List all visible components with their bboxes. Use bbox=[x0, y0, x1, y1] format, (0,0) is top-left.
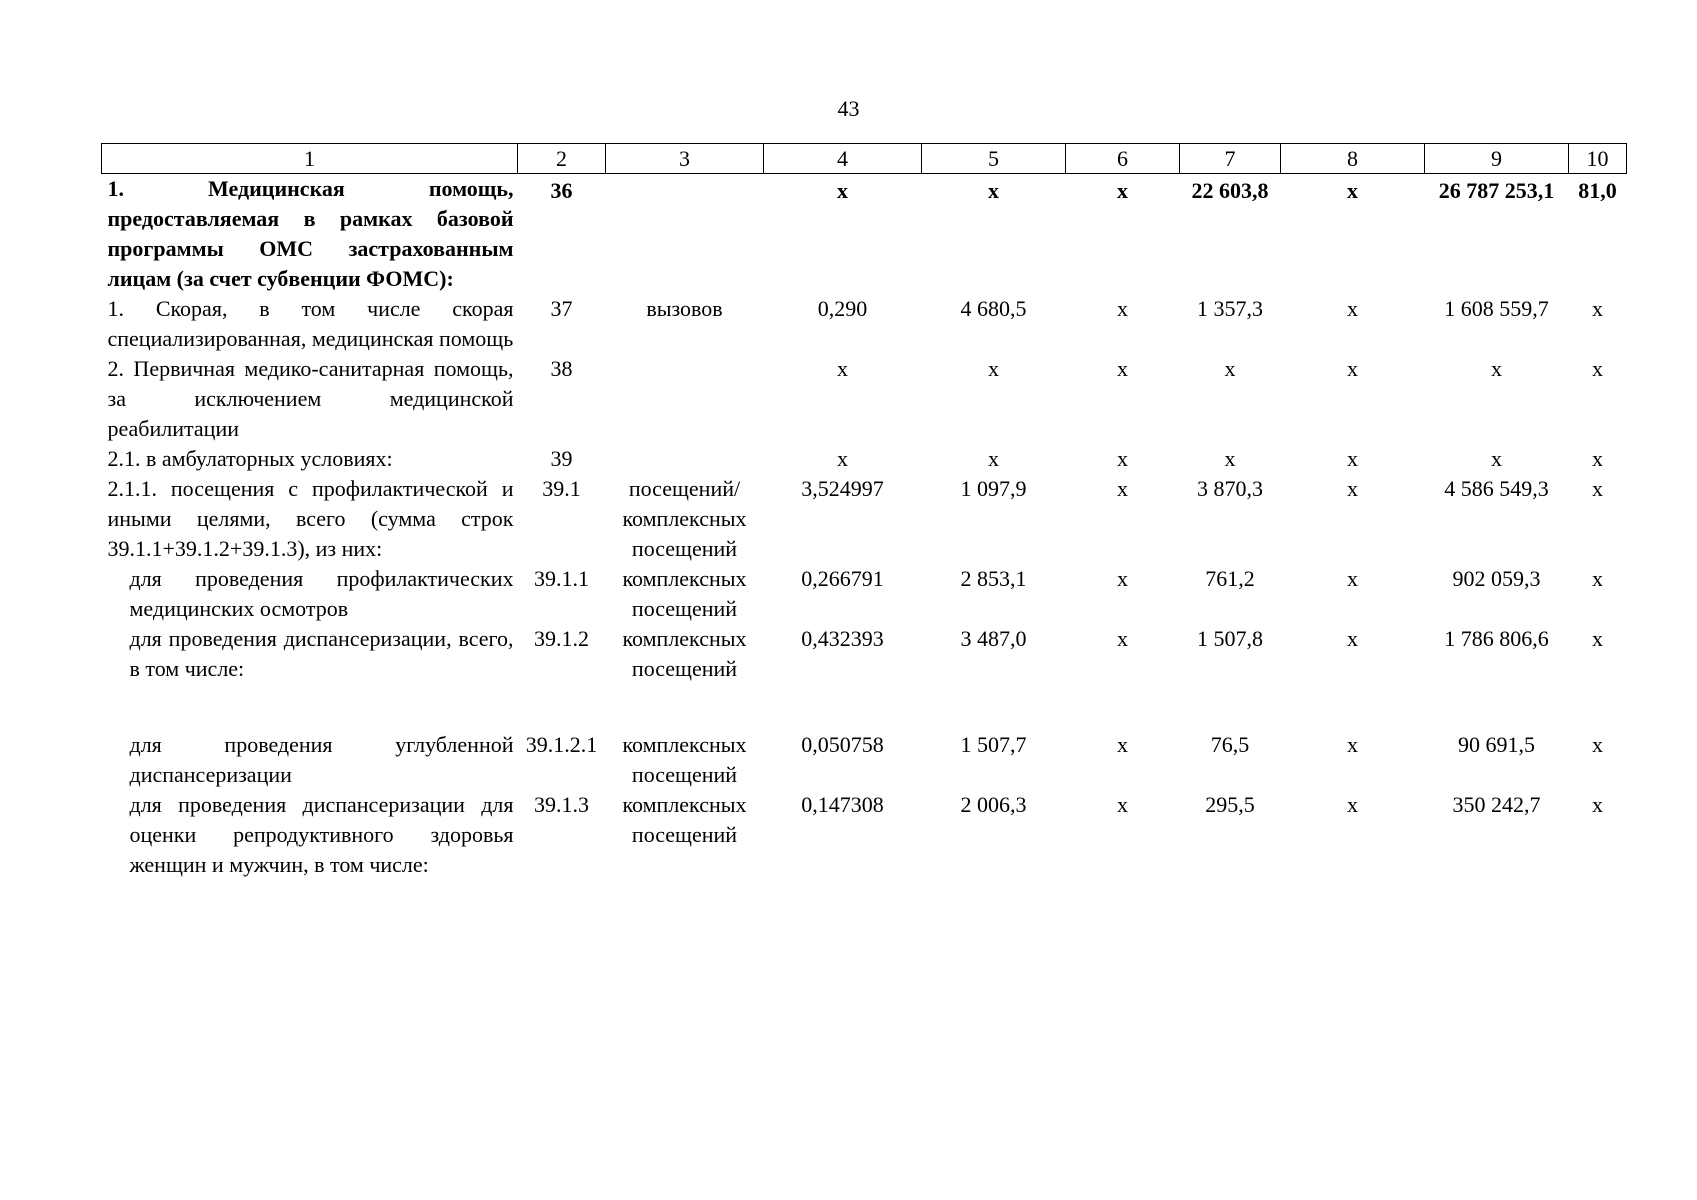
cell-col-1: для проведения диспансеризации, всего, в том числе: bbox=[129, 626, 514, 681]
column-header-3: 3 bbox=[606, 144, 764, 174]
cell-col-8: х bbox=[1347, 732, 1358, 757]
cell-col-8: х bbox=[1347, 446, 1358, 471]
cell-col-10: х bbox=[1592, 566, 1603, 591]
cell-col-9: х bbox=[1491, 446, 1502, 471]
page-number: 43 bbox=[837, 96, 860, 121]
cell-col-9: 90 691,5 bbox=[1458, 732, 1535, 757]
cell-col-6: х bbox=[1117, 792, 1128, 817]
cell-col-10: х bbox=[1592, 792, 1603, 817]
cell-col-2: 39.1.1 bbox=[534, 566, 589, 591]
cell-col-2: 39.1.2 bbox=[534, 626, 589, 651]
table-body bbox=[102, 174, 1627, 881]
cell-col-2: 39.1.2.1 bbox=[525, 732, 598, 757]
table-row bbox=[102, 564, 1627, 624]
cell-col-6: х bbox=[1117, 296, 1128, 321]
cell-col-3: посещений/ комплексных посещений bbox=[622, 476, 747, 561]
cell-col-10: х bbox=[1592, 732, 1603, 757]
cell-col-10: х bbox=[1592, 476, 1603, 501]
cell-col-10: х bbox=[1592, 626, 1603, 651]
cell-col-1: для проведения диспансеризации для оценки репродуктивного здоровья женщин и мужчин, в том числе: bbox=[129, 792, 514, 877]
cell-col-4: 0,147308 bbox=[801, 792, 884, 817]
column-header-1: 1 bbox=[102, 144, 518, 174]
cell-col-7: 22 603,8 bbox=[1191, 178, 1269, 203]
cell-col-6: х bbox=[1117, 446, 1128, 471]
column-header-6: 6 bbox=[1066, 144, 1180, 174]
cell-col-8: х bbox=[1347, 476, 1358, 501]
cell-col-1: 2.1. в амбулаторных условиях: bbox=[107, 446, 393, 471]
column-header-2: 2 bbox=[518, 144, 606, 174]
cell-col-7: 3 870,3 bbox=[1197, 476, 1263, 501]
cell-col-7: 76,5 bbox=[1210, 732, 1250, 757]
cell-col-9: 902 059,3 bbox=[1452, 566, 1541, 591]
cell-col-7: х bbox=[1224, 356, 1236, 381]
cell-col-4: 0,050758 bbox=[801, 732, 884, 757]
cell-col-5: 4 680,5 bbox=[960, 296, 1027, 321]
cell-col-7: 1 507,8 bbox=[1197, 626, 1263, 651]
cell-col-6: х bbox=[1117, 626, 1128, 651]
cell-col-4: 0,290 bbox=[817, 296, 868, 321]
table-row bbox=[102, 474, 1627, 564]
cell-col-2: 36 bbox=[550, 178, 573, 203]
cell-col-8: х bbox=[1347, 296, 1358, 321]
cell-col-2: 39 bbox=[550, 446, 573, 471]
cell-col-9: 1 786 806,6 bbox=[1444, 626, 1549, 651]
column-header-7: 7 bbox=[1180, 144, 1281, 174]
cell-col-3 bbox=[606, 444, 764, 474]
cell-col-7: 761,2 bbox=[1205, 566, 1255, 591]
cell-col-6: х bbox=[1117, 566, 1128, 591]
cell-col-10: х bbox=[1592, 446, 1603, 471]
column-header-10: 10 bbox=[1569, 144, 1627, 174]
cell-col-3: комплексных посещений bbox=[622, 566, 747, 621]
table-row bbox=[102, 294, 1627, 354]
cell-col-5: 1 097,9 bbox=[960, 476, 1027, 501]
cell-col-8: х bbox=[1347, 792, 1358, 817]
cell-col-4: х bbox=[837, 178, 848, 203]
cell-col-10: 81,0 bbox=[1578, 178, 1617, 203]
cell-col-5: 3 487,0 bbox=[960, 626, 1027, 651]
cell-col-7: 1 357,3 bbox=[1197, 296, 1263, 321]
table-row bbox=[102, 174, 1627, 295]
cell-col-4: х bbox=[837, 446, 848, 471]
cell-col-6: х bbox=[1117, 732, 1128, 757]
cell-col-7: 295,5 bbox=[1205, 792, 1255, 817]
cell-col-2: 39.1 bbox=[542, 476, 581, 501]
cell-col-9: 4 586 549,3 bbox=[1444, 476, 1549, 501]
table-row bbox=[102, 354, 1627, 444]
cell-col-5: 1 507,7 bbox=[960, 732, 1027, 757]
cell-col-5: 2 853,1 bbox=[960, 566, 1027, 591]
cell-col-3: комплексных посещений bbox=[622, 626, 747, 681]
cell-col-9: 1 608 559,7 bbox=[1444, 296, 1549, 321]
cell-col-2: 39.1.3 bbox=[534, 792, 589, 817]
cell-col-6: х bbox=[1117, 178, 1128, 203]
cell-col-4: х bbox=[837, 356, 848, 381]
column-header-8: 8 bbox=[1281, 144, 1425, 174]
cell-col-4: 0,266791 bbox=[801, 566, 884, 591]
cell-col-3: комплексных посещений bbox=[622, 732, 747, 787]
column-header-5: 5 bbox=[922, 144, 1066, 174]
cell-col-2: 37 bbox=[550, 296, 573, 321]
cell-col-3: комплексных посещений bbox=[622, 792, 747, 847]
column-header-4: 4 bbox=[764, 144, 922, 174]
table-row bbox=[102, 624, 1627, 708]
cell-col-6: х bbox=[1117, 356, 1128, 381]
table-row bbox=[102, 790, 1627, 880]
cell-col-9: 350 242,7 bbox=[1452, 792, 1541, 817]
cell-col-9: х bbox=[1491, 356, 1502, 381]
cell-col-8: х bbox=[1347, 626, 1358, 651]
cell-col-4: 3,524997 bbox=[801, 476, 884, 501]
cell-col-2: 38 bbox=[550, 356, 573, 381]
cell-col-8: х bbox=[1347, 178, 1358, 203]
cell-col-3: вызовов bbox=[646, 296, 723, 321]
cell-col-9: 26 787 253,1 bbox=[1438, 178, 1555, 203]
cell-col-5: 2 006,3 bbox=[960, 792, 1027, 817]
cell-col-5: х bbox=[988, 178, 999, 203]
cell-col-1: 2.1.1. посещения с профилактической и иными целями, всего (сумма строк 39.1.1+39.1.2+39.1.3), из них: bbox=[107, 476, 514, 561]
cell-col-3 bbox=[606, 354, 764, 444]
cell-col-7: х bbox=[1224, 446, 1236, 471]
column-header-9: 9 bbox=[1425, 144, 1569, 174]
cell-col-6: х bbox=[1117, 476, 1128, 501]
cell-col-8: х bbox=[1347, 566, 1358, 591]
cell-col-3 bbox=[606, 174, 764, 295]
column-number-row bbox=[102, 144, 1627, 174]
cell-col-1: 1. Медицинская помощь, предоставляемая в рамках базовой программы ОМС застрахованным лицам (за счет субвенции ФОМС): bbox=[107, 176, 514, 291]
table-row bbox=[102, 444, 1627, 474]
financing-table bbox=[101, 143, 1627, 880]
cell-col-1: для проведения профилактических медицинских осмотров bbox=[129, 566, 514, 621]
cell-col-10: х bbox=[1592, 296, 1603, 321]
cell-col-10: х bbox=[1592, 356, 1603, 381]
cell-col-1: 1. Скорая, в том числе скорая специализированная, медицинская помощь bbox=[107, 296, 514, 351]
cell-col-5: х bbox=[988, 356, 999, 381]
cell-col-1: для проведения углубленной диспансеризации bbox=[129, 732, 514, 787]
cell-col-1: 2. Первичная медико-санитарная помощь, за исключением медицинской реабилитации bbox=[107, 356, 514, 441]
cell-col-4: 0,432393 bbox=[801, 626, 884, 651]
table-row bbox=[102, 708, 1627, 790]
cell-col-5: х bbox=[988, 446, 999, 471]
cell-col-8: х bbox=[1347, 356, 1358, 381]
